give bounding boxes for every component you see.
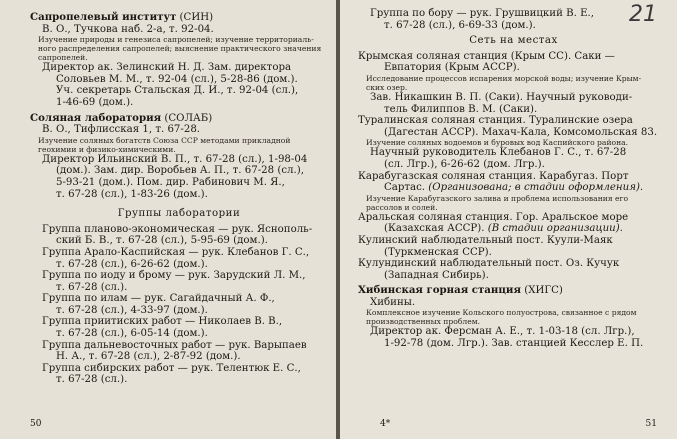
left-page-number: 50 [30, 419, 42, 429]
group-line: Группа сибирских работ — рук. Телентюк Е. С., [42, 362, 301, 374]
sapro-director-2: Соловьев М. М., т. 92-04 (сл.), 5-28-86 (дом.). [56, 73, 298, 85]
karabugaz-status: (Организована; в стадии оформления). [428, 182, 644, 194]
group-line: Н. А., т. 67-28 (сл.), 2-87-92 (дом.). [56, 351, 241, 363]
solab-title: Соляная лаборатория [30, 111, 162, 124]
group-line: Группа по илам — рук. Сагайдачный А. Ф., [42, 293, 275, 305]
sapro-address: В. О., Тучкова наб. 2-а, т. 92-04. [42, 23, 214, 35]
aral-status: (В стадии организации). [487, 223, 623, 235]
group-line: ский Б. В., т. 67-28 (сл.), 5-95-69 (дом.). [56, 235, 268, 247]
karabugaz-desc-1: Изучение Карабугазского залива и проблема использования его [366, 193, 629, 203]
kuuli-1: Кулинский наблюдательный пост. Куули-Маяк [358, 234, 613, 246]
solab-director-1: Директор Ильинский В. П., т. 67-28 (сл.), 1-98-04 [42, 153, 308, 165]
sapro-abbr: (СИН) [176, 12, 214, 23]
left-page [0, 0, 336, 439]
places-header: Сеть на местах [469, 35, 558, 47]
sapro-desc-2: ного распределения сапропелей; выяснение практического значения [38, 44, 322, 54]
right-page-number: 51 [645, 419, 657, 429]
signature-mark: 4* [380, 419, 391, 429]
group-line: Группа планово-экономическая — рук. Яснополь- [42, 223, 313, 235]
sapro-director-3: Уч. секретарь Стальская Д. И., т. 92-04 (сл.), [56, 85, 299, 97]
groups-header: Группы лаборатории [117, 208, 241, 220]
karabugaz-1: Карабугазская соляная станция. Карабугаз. Порт [358, 170, 629, 182]
crimea-staff-2: тель Филиппов В. М. (Саки). [384, 103, 538, 115]
turali-1: Туралинская соляная станция. Туралинские озера [358, 115, 633, 127]
solab-abbr: (СОЛАБ) [161, 112, 213, 124]
crimea-desc-1: Исследование процессов испарения морской воды; изучение Крым- [366, 73, 642, 83]
handwritten-page-mark: 21 [629, 2, 657, 27]
turali-desc: Изучение соляных водоемов и буровых вод Каспийского района. [366, 138, 629, 148]
khibiny-staff-1: Директор ак. Ферсман А. Е., т. 1-03-18 (сл. Лгр.), [370, 326, 635, 338]
solab-desc-1: Изучение соляных богатств Союза ССР методами прикладной [38, 135, 291, 145]
solab-desc-2: геохимии и физико-химическими. [38, 144, 176, 154]
khibiny-desc-1: Комплексное изучение Кольского полуострова, связанное с рядом [366, 308, 637, 318]
turali-staff-1: Научный руководитель Клебанов Г. С., т. 67-28 [370, 147, 627, 159]
turali-staff-2: (сл. Лгр.), 6-26-62 (дом. Лгр.). [384, 158, 545, 170]
khibiny-desc-2: производственных проблем. [366, 317, 481, 327]
kulunda-1: Кулундинский наблюдательный пост. Оз. Кучук [358, 258, 620, 270]
turali-2: (Дагестан АССР). Махач-Кала, Комсомольская 83. [384, 126, 658, 138]
sapro-desc-3: сапропелей. [38, 53, 88, 63]
group-line: Группа по иоду и брому — рук. Зарудский Л. М., [42, 270, 306, 282]
sapro-director-1: Директор ак. Зелинский Н. Д. Зам. директора [42, 62, 292, 74]
crimea-1: Крымская соляная станция (Крым СС). Саки — [358, 50, 615, 62]
group-line: т. 67-28 (сл.), 6-05-14 (дом.). [56, 328, 208, 340]
karabugaz-desc-2: рассолов и солей. [366, 202, 438, 212]
sapro-desc-1: Изучение природы и генезиса сапропелей; изучение территориаль- [38, 35, 314, 45]
sapro-title: Сапропелевый институт [30, 11, 177, 23]
aral-1: Аральская соляная станция. Гор. Аральское море [358, 211, 629, 223]
karabugaz-2: Сартас. [384, 182, 429, 194]
solab-director-2: (дом.). Зам. дир. Воробьев А. П., т. 67-28 (сл.), [56, 165, 304, 177]
group-line: Группа Арало-Каспийская — рук. Клебанов Г. С., [42, 246, 310, 258]
bor-group-1: Группа по бору — рук. Грушвицкий В. Е., [370, 8, 594, 19]
group-line: Группа приитиских работ — Николаев В. В., [42, 316, 283, 328]
aral-2: (Казахская АССР). [384, 223, 488, 235]
solab-director-3: 5-93-21 (дом.). Пом. дир. Рабинович М. Я., [56, 176, 285, 188]
khibiny-title: Хибинская горная станция [358, 284, 521, 297]
khibiny-staff-2: 1-92-78 (дом. Лгр.). Зав. станцией Кесслер Е. П. [384, 338, 644, 350]
kuuli-2: (Туркменская ССР). [384, 246, 492, 258]
group-line: т. 67-28 (сл.). [56, 374, 128, 386]
group-line: т. 67-28 (сл.), 6-26-62 (дом.). [56, 258, 208, 270]
group-line: т. 67-28 (сл.), 4-33-97 (дом.). [56, 304, 208, 316]
crimea-desc-2: ских озер. [366, 82, 408, 92]
khibiny-abbr: (ХИГС) [520, 285, 563, 297]
kulunda-2: (Западная Сибирь). [384, 269, 489, 281]
group-line: т. 67-28 (сл.). [56, 281, 128, 293]
solab-director-4: т. 67-28 (сл.), 1-83-26 (дом.). [56, 188, 208, 200]
crimea-staff-1: Зав. Никашкин В. П. (Саки). Научный руководи- [370, 91, 633, 103]
group-line: Группа дальневосточных работ — рук. Варыпаев [42, 339, 307, 351]
sapro-director-4: 1-46-69 (дом.). [56, 96, 134, 108]
khibiny-place: Хибины. [370, 296, 416, 308]
bor-group-2: т. 67-28 (сл.), 6-69-33 (дом.). [384, 19, 536, 31]
solab-address: В. О., Тифлисская 1, т. 67-28. [42, 124, 201, 136]
right-page [340, 0, 677, 439]
crimea-2: Евпатория (Крым АССР). [384, 62, 520, 74]
